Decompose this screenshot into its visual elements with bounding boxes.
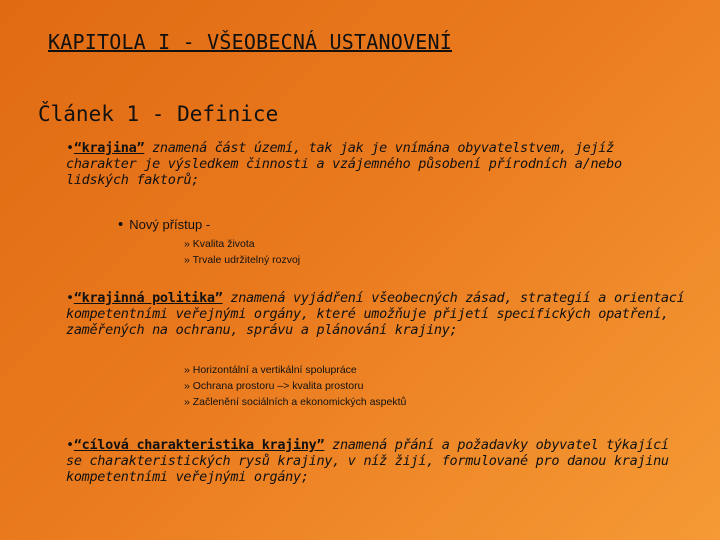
- article-heading: Článek 1 - Definice: [38, 102, 279, 126]
- term-krajinna-politika: “krajinná politika”: [73, 290, 223, 306]
- list-item: » Trvale udržitelný rozvoj: [184, 254, 301, 266]
- definition-krajinna-politika: [66, 290, 686, 338]
- sub-list-2: [184, 362, 406, 410]
- list-item: » Horizontální a vertikální spolupráce: [184, 364, 357, 376]
- list-item: » Ochrana prostoru –> kvalita prostoru: [184, 380, 364, 392]
- definition-cilova-charakteristika: [66, 437, 686, 485]
- list-item: » Začlenění sociálních a ekonomických aspektů: [184, 396, 407, 408]
- term-krajina: “krajina”: [73, 140, 145, 156]
- bullet: •: [66, 437, 74, 453]
- list-item: » Kvalita života: [184, 238, 255, 250]
- definition-text: znamená část území, tak jak je vnímána obyvatelstvem, jejíž charakter je výsledkem činnosti a vzájemného působení přírodních a/nebo lidských faktorů;: [66, 140, 622, 188]
- definition-krajina: [66, 140, 686, 188]
- term-cilova-charakteristika: “cílová charakteristika krajiny”: [73, 437, 325, 453]
- page-title: KAPITOLA I - VŠEOBECNÁ USTANOVENÍ: [48, 30, 452, 54]
- definition-text: znamená vyjádření všeobecných zásad, strategií a orientací kompetentními veřejnými orgány, které umožňuje přijetí specifických opatření, zaměřených na ochranu, správu a plánování krajiny;: [66, 290, 685, 338]
- sub-list-1: [184, 236, 300, 268]
- bullet: •: [66, 140, 74, 156]
- sub-heading: [118, 216, 210, 233]
- sub-heading-text: Nový přístup -: [129, 217, 211, 232]
- bullet: •: [66, 290, 74, 306]
- definition-text: znamená přání a požadavky obyvatel týkající se charakteristických rysů krajiny, v níž žijí, formulované pro danou krajinu kompetentními veřejnými orgány;: [66, 437, 669, 485]
- bullet: •: [118, 216, 124, 233]
